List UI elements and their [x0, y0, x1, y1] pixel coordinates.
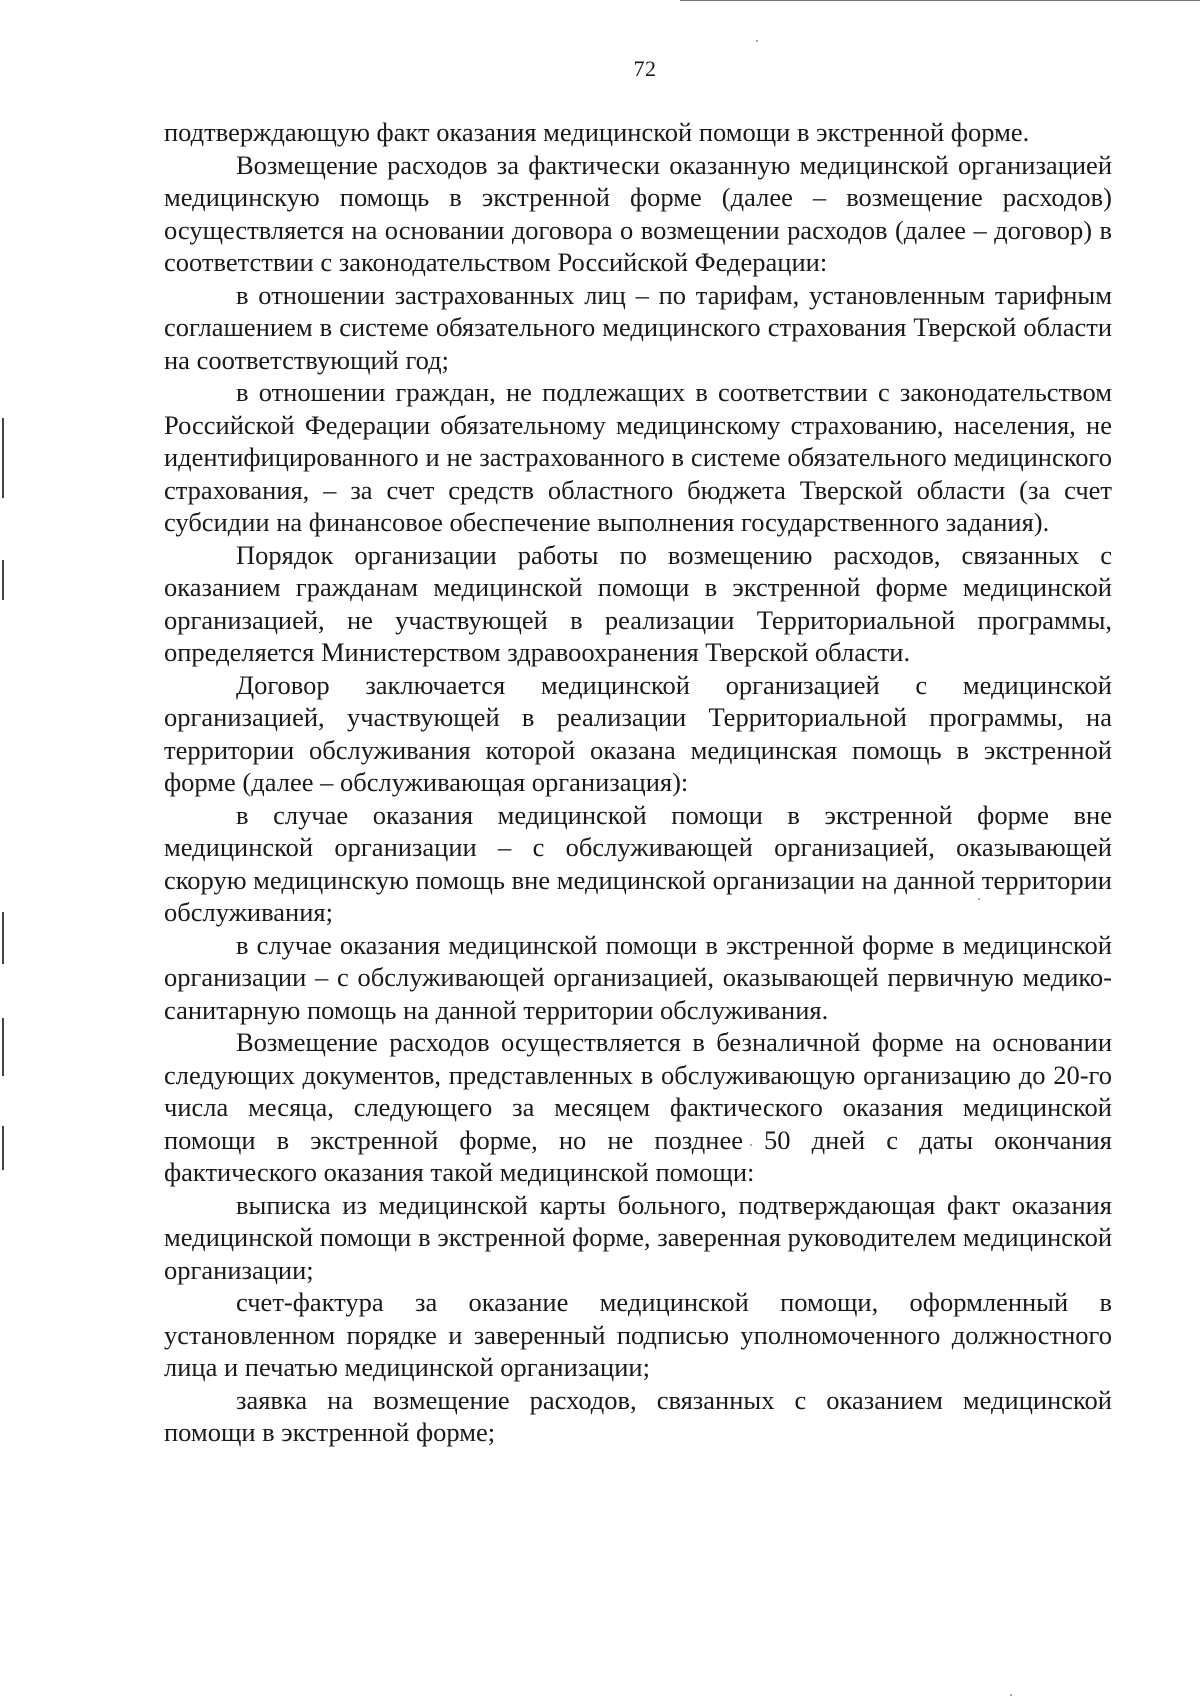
paragraph: счет-фактура за оказание медицинской помощи, оформленный в установленном порядке и заверенный подписью уполномоченного должностного лица и печатью медицинской организации;: [164, 1287, 1112, 1382]
paragraph: Порядок организации работы по возмещению расходов, связанных с оказанием гражданам медицинской помощи в экстренной форме медицинской организацией, не участвующей в реализации Территориальной программы, определяется Министерством здравоохранения Тверской области.: [164, 539, 1112, 667]
paragraph: в отношении граждан, не подлежащих в соответствии с законодательством Российской Федерации обязательному медицинскому страхованию, населения, не идентифицированного и не застрахованного в системе обязательного медицинского страхования, – за счет средств областного бюджета Тверской области (за счет субсидии на финансовое обеспечение выполнения государственного задания).: [164, 377, 1112, 537]
paragraph: Договор заключается медицинской организацией с медицинской организацией, участвующей в реализации Территориальной программы, на территории обслуживания которой оказана медицинская помощь в экстренной форме (далее – обслуживающая организация):: [164, 669, 1112, 797]
paragraph: заявка на возмещение расходов, связанных с оказанием медицинской помощи в экстренной форме;: [164, 1384, 1112, 1447]
paragraph: в отношении застрахованных лиц – по тарифам, установленным тарифным соглашением в системе обязательного медицинского страхования Тверской области на соответствующий год;: [164, 279, 1112, 375]
scan-margin-mark: [2, 1126, 4, 1170]
paragraph: в случае оказания медицинской помощи в экстренной форме вне медицинской организации – с обслуживающей организацией, оказывающей скорую медицинскую помощь вне медицинской организации на данной территории обслуживания;: [164, 799, 1112, 927]
paragraph: в случае оказания медицинской помощи в экстренной форме в медицинской организации – с обслуживающей организацией, оказывающей первичную медико-санитарную помощь на данной территории обслуживания.: [164, 929, 1112, 1025]
scan-margin-mark: [2, 418, 4, 498]
paragraph: выписка из медицинской карты больного, подтверждающая факт оказания медицинской помощи в экстренной форме, заверенная руководителем медицинской организации;: [164, 1189, 1112, 1285]
scan-margin-mark: [2, 1018, 4, 1076]
scan-margin-mark: [2, 560, 4, 600]
paragraph: подтверждающую факт оказания медицинской помощи в экстренной форме.: [164, 117, 1030, 147]
paragraph: Возмещение расходов осуществляется в безналичной форме на основании следующих документов, представленных в обслуживающую организацию до 20-го числа месяца, следующего за месяцем фактического оказания медицинской помощи в экстренной форме, но не позднее 50 дней с даты окончания фактического оказания такой медицинской помощи:: [164, 1027, 1112, 1187]
scan-margin-mark: [2, 912, 4, 964]
scan-speck: [756, 40, 758, 42]
page-number: 72: [633, 56, 657, 81]
scan-speck: [1010, 1694, 1012, 1696]
document-body: [164, 116, 1112, 1449]
paragraph: Возмещение расходов за фактически оказанную медицинской организацией медицинскую помощь в экстренной форме (далее – возмещение расходов) осуществляется на основании договора о возмещении расходов (далее – договор) в соответствии с законодательством Российской Федерации:: [164, 149, 1112, 277]
scan-edge-line: [680, 0, 1200, 1]
